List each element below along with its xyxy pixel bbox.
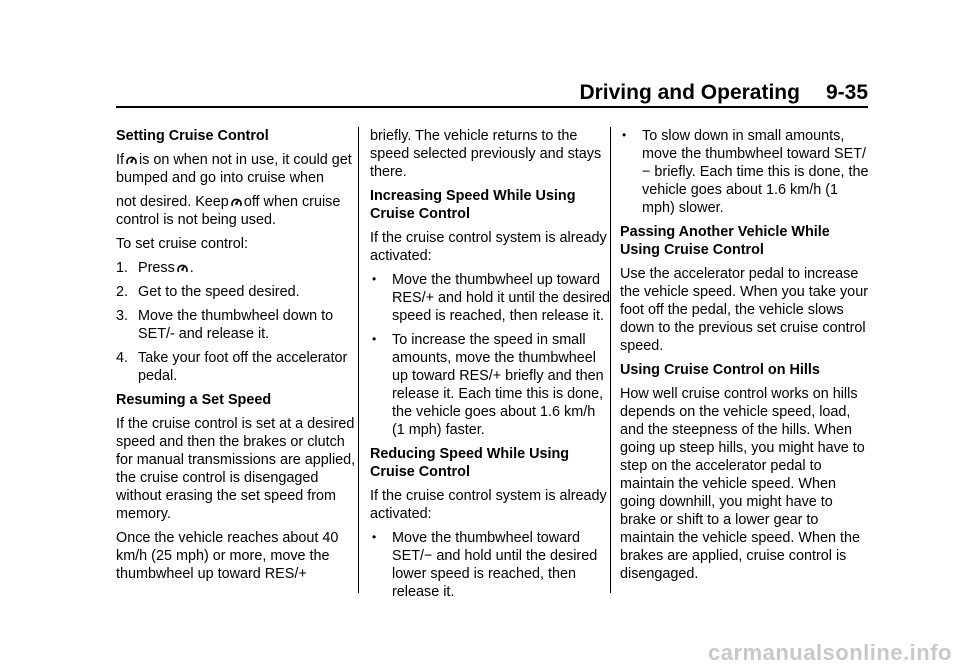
- bullet-icon: •: [622, 128, 627, 142]
- watermark: carmanualsonline.info: [708, 640, 952, 665]
- paragraph: If the cruise control is set at a desired speed and then the brakes or clutch for manual transmissions are applied, the cruise control is disengaged without erasing the set speed from memory.: [116, 416, 356, 522]
- column-1: [116, 127, 356, 589]
- paragraph: Once the vehicle reaches about 40 km/h (25 mph) or more, move the thumbwheel up toward RES/+: [116, 530, 339, 582]
- paragraph: Use the accelerator pedal to increase the vehicle speed. When you take your foot off the pedal, the vehicle slows down to the previous set cruise control speed.: [620, 266, 868, 354]
- heading-setting-cruise: Setting Cruise Control: [116, 128, 269, 144]
- cruise-control-icon: [126, 153, 137, 166]
- section-title: Driving and Operating: [579, 81, 800, 104]
- list-item: • To slow down in small amounts, move the thumbwheel toward SET/− briefly. Each time this is done, the vehicle goes about 1.6 km/h (1 mph) slower.: [622, 128, 869, 216]
- list-item: • To increase the speed in small amounts, move the thumbwheel up toward RES/+ briefly and then release it. Each time this is done, the vehicle goes about 1.6 km/h (1 mph) faster.: [372, 332, 604, 438]
- paragraph: If is on when not in use, it could get bumped and go into cruise when: [116, 152, 352, 186]
- paragraph: To set cruise control:: [116, 236, 248, 252]
- cruise-control-icon: [177, 261, 188, 274]
- step-4: 4. Take your foot off the accelerator pedal.: [116, 350, 348, 384]
- header-rule: [116, 106, 868, 108]
- paragraph: briefly. The vehicle returns to the speed selected previously and stays there.: [370, 128, 602, 180]
- step-1: 1. Press .: [116, 260, 194, 276]
- list-item: • Move the thumbwheel up toward RES/+ and hold it until the desired speed is reached, then release it.: [372, 272, 610, 324]
- column-3: [620, 127, 870, 589]
- heading-hills: Using Cruise Control on Hills: [620, 362, 820, 378]
- page-number: 9-35: [825, 81, 868, 104]
- heading-increasing: Increasing Speed While Using Cruise Control: [370, 188, 576, 222]
- column-divider: [358, 127, 359, 593]
- heading-resuming: Resuming a Set Speed: [116, 392, 272, 408]
- paragraph: If the cruise control system is already activated:: [370, 230, 607, 264]
- bullet-icon: •: [372, 332, 377, 346]
- heading-passing: Passing Another Vehicle While Using Cruise Control: [620, 224, 830, 258]
- cruise-control-icon: [231, 195, 242, 208]
- paragraph: How well cruise control works on hills depends on the vehicle speed, load, and the steepness of the hills. When going up steep hills, you might have to step on the accelerator pedal to maintain the vehicle speed. When going downhill, you might have to brake or shift to a lower gear to maintain the vehicle speed. When the brakes are applied, cruise control is disengaged.: [620, 386, 865, 582]
- bullet-icon: •: [372, 530, 377, 544]
- heading-reducing: Reducing Speed While Using Cruise Control: [370, 446, 570, 480]
- paragraph: If the cruise control system is already activated:: [370, 488, 607, 522]
- bullet-icon: •: [372, 272, 377, 286]
- column-divider: [610, 127, 611, 593]
- step-2: 2. Get to the speed desired.: [116, 284, 300, 300]
- step-3: 3. Move the thumbwheel down to SET/- and release it.: [116, 308, 334, 342]
- column-2: [370, 127, 610, 607]
- list-item: • Move the thumbwheel toward SET/− and hold until the desired lower speed is reached, then release it.: [372, 530, 598, 600]
- paragraph: not desired. Keep off when cruise control is not being used.: [116, 194, 341, 228]
- page-header: [579, 81, 868, 105]
